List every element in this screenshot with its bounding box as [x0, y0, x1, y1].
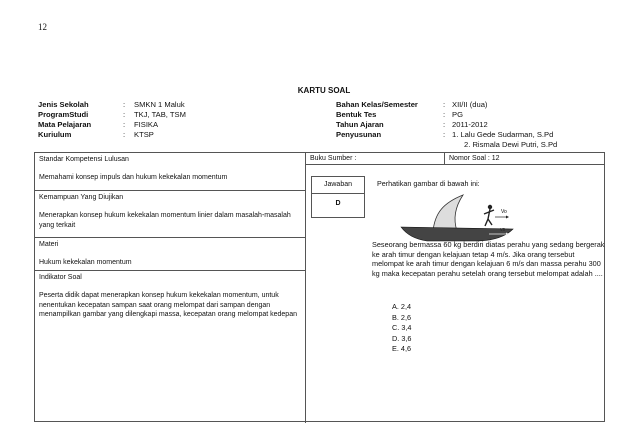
section-kemampuan [35, 191, 305, 238]
header-right [336, 100, 557, 150]
header-row [336, 120, 557, 130]
header-sep: : [122, 110, 126, 119]
header-label: Bentuk Tes [336, 110, 377, 119]
answer-label: Jawaban [312, 177, 364, 194]
section-heading: Kemampuan Yang Diujikan [39, 194, 124, 201]
option-e: E. 4,6 [392, 344, 412, 353]
header-value: FISIKA [134, 120, 159, 129]
header-value: KTSP [134, 130, 154, 139]
header-row [38, 120, 186, 130]
question-text: Seseorang bermassa 60 kg berdiri diatas perahu yang sedang bergerak ke arah timur dengan kelajuan tetap 4 m/s. Jika orang tersebut melompat ke arah timur dengan kelajuan 6 m/s dan massa perahu 300 kg maka kecepatan perahu setelah orang tersebut melompat adalah .... [372, 240, 605, 278]
section-body: Peserta didik dapat menerapkan konsep hukum kekekalan momentum, untuk nenentukan kecepatan sampan saat orang melompat dari sampan dengan menampilkan gambar yang dilengkapi massa, kecepatan orang melompat kedepan [39, 292, 297, 318]
header-left [38, 100, 186, 140]
boat-sail [433, 195, 463, 231]
answer-box [311, 176, 365, 218]
header-sep: : [442, 130, 446, 139]
header-value: 2011-2012 [452, 120, 488, 129]
header-row [336, 110, 557, 120]
header-label: Bahan Kelas/Semester [336, 100, 418, 109]
card-title: KARTU SOAL [297, 86, 351, 95]
card-left-column [35, 153, 306, 423]
header-sep [436, 140, 452, 150]
header-sep: : [442, 110, 446, 119]
section-heading: Standar Kompetensi Lulusan [39, 156, 129, 163]
nomor-soal-label: Nomor Soal : 12 [444, 153, 500, 164]
header-value: SMKN 1 Maluk [134, 100, 185, 109]
answer-value: D [335, 200, 341, 207]
header-row [336, 100, 557, 110]
header-value: 2. Rismala Dewi Putri, S.Pd [464, 140, 558, 149]
person-body [484, 209, 494, 226]
section-materi [35, 238, 305, 271]
header-value: XII/II (dua) [452, 100, 488, 109]
option-c: C. 3,4 [392, 323, 412, 332]
header-label: Kuriulum [38, 130, 72, 139]
header-sep: : [122, 130, 126, 139]
header-value: 1. Lalu Gede Sudarman, S.Pd [452, 130, 554, 139]
person-head [488, 205, 492, 209]
header-row [38, 130, 186, 140]
section-body: Menerapkan konsep hukum kekekalan momentum linier dalam masalah-masalah yang terkait [39, 212, 291, 229]
option-a: A. 2,4 [392, 302, 412, 311]
header-value: TKJ, TAB, TSM [134, 110, 186, 119]
header-row [38, 100, 186, 110]
section-indikator [35, 271, 305, 423]
header-sep: : [122, 100, 126, 109]
card-right-header [306, 153, 605, 165]
header-value: PG [452, 110, 463, 119]
question-lead: Perhatikan gambar di bawah ini: [377, 179, 480, 188]
header-label: ProgramStudi [38, 110, 89, 119]
question-card [34, 152, 605, 422]
boat-illustration [393, 193, 515, 243]
header-label: Penyusunan [336, 130, 382, 139]
option-b: B. 2,6 [392, 312, 412, 322]
header-label: Tahun Ajaran [336, 120, 384, 129]
header-sep: : [442, 100, 446, 109]
section-body: Memahami konsep impuls dan hukum kekekalan momentum [39, 174, 228, 182]
header-label: Jenis Sekolah [38, 100, 89, 109]
option-d: D. 3,6 [392, 333, 412, 343]
section-standar-kompetensi [35, 153, 305, 191]
section-heading: Indikator Soal [39, 274, 82, 281]
boat-velocity-label: vs [500, 227, 505, 233]
answer-options [392, 302, 411, 355]
header-label [336, 140, 436, 150]
header-row [336, 130, 557, 140]
person-velocity-label: Vo [501, 209, 507, 215]
person-arrow-head [506, 216, 509, 219]
page-number: 12 [38, 22, 47, 32]
header-sep: : [122, 120, 126, 129]
header-sep: : [442, 120, 446, 129]
section-body: Hukum kekekalan momentum [39, 259, 132, 267]
header-row [38, 110, 186, 120]
buku-sumber-label: Buku Sumber : [310, 155, 357, 162]
section-heading: Materi [39, 241, 59, 248]
header-label: Mata Pelajaran [38, 120, 92, 129]
header-row [336, 140, 557, 150]
